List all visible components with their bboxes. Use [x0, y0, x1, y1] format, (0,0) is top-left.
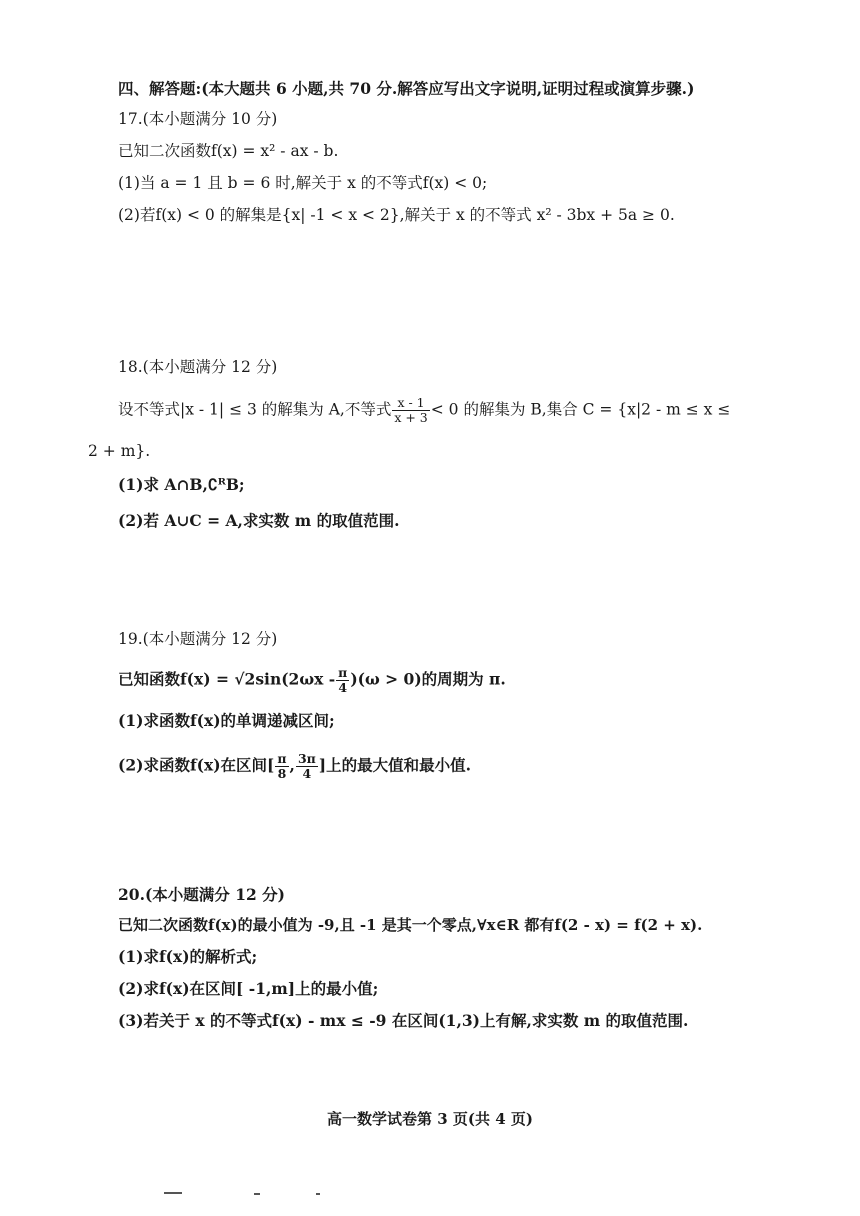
problem-20-part-2: (2)求f(x)在区间[ -1,m]上的最小值; — [118, 979, 379, 998]
problem-17-stem: 已知二次函数f(x) = x² - ax - b. — [118, 142, 339, 160]
problem-17-part-2: (2)若f(x) < 0 的解集是{x| -1 < x < 2},解关于 x 的不等式 x² - 3bx + 5a ≥ 0. — [118, 206, 675, 224]
problem-18-stem — [118, 396, 730, 425]
problem-18-stem-cont: 2 + m}. — [88, 442, 151, 460]
problem-18-stem-before: 设不等式|x - 1| ≤ 3 的解集为 A,不等式 — [118, 400, 392, 419]
problem-19-fraction-num: π — [338, 665, 348, 680]
problem-18-fraction-den: x + 3 — [394, 410, 428, 425]
problem-19-part-2-after: ]上的最大值和最小值. — [318, 755, 472, 775]
problem-19-interval-comma: , — [289, 755, 295, 775]
problem-18-stem-after: < 0 的解集为 B,集合 C = {x|2 - m ≤ x ≤ — [430, 400, 731, 419]
problem-17-title: 17.(本小题满分 10 分) — [118, 110, 278, 128]
section-heading: 四、解答题:(本大题共 6 小题,共 70 分.解答应写出文字说明,证明过程或演算步骤.) — [118, 79, 695, 98]
problem-19-interval-start-den: 8 — [277, 766, 287, 781]
problem-18-fraction — [392, 396, 429, 425]
scan-speck — [316, 1193, 320, 1195]
scan-speck — [254, 1193, 260, 1195]
problem-19-interval-end-den: 4 — [302, 766, 312, 781]
problem-19-interval-end-num: 3π — [297, 751, 316, 766]
problem-19-stem-before: 已知函数f(x) = √2sin(2ωx - — [118, 669, 336, 689]
problem-19-fraction-den: 4 — [338, 680, 348, 695]
problem-18-part-1: (1)求 A∩B,∁ᴿB; — [118, 475, 245, 494]
problem-20-stem: 已知二次函数f(x)的最小值为 -9,且 -1 是其一个零点,∀x∈R 都有f(2 - x) = f(2 + x). — [118, 916, 703, 934]
problem-18-part-2: (2)若 A∪C = A,求实数 m 的取值范围. — [118, 511, 400, 530]
problem-20-part-3: (3)若关于 x 的不等式f(x) - mx ≤ -9 在区间(1,3)上有解,求实数 m 的取值范围. — [118, 1011, 689, 1030]
problem-18-title: 18.(本小题满分 12 分) — [118, 358, 278, 376]
problem-19-title: 19.(本小题满分 12 分) — [118, 630, 278, 648]
problem-20-part-1: (1)求f(x)的解析式; — [118, 947, 258, 966]
problem-19-part-2 — [118, 752, 471, 781]
problem-19-stem-after: )(ω > 0)的周期为 π. — [350, 669, 506, 689]
page-footer: 高一数学试卷第 3 页(共 4 页) — [327, 1110, 533, 1128]
problem-19-stem — [118, 666, 506, 695]
problem-17-part-1: (1)当 a = 1 且 b = 6 时,解关于 x 的不等式f(x) < 0; — [118, 174, 488, 192]
scan-speck — [164, 1192, 182, 1194]
problem-19-interval-start — [275, 752, 288, 781]
problem-20-title: 20.(本小题满分 12 分) — [118, 885, 285, 904]
problem-19-interval-end — [296, 752, 318, 781]
problem-19-part-2-before: (2)求函数f(x)在区间[ — [118, 755, 275, 775]
problem-19-fraction — [336, 666, 349, 695]
problem-18-fraction-num: x - 1 — [392, 396, 429, 411]
problem-19-interval-start-num: π — [277, 751, 287, 766]
problem-19-part-1: (1)求函数f(x)的单调递减区间; — [118, 711, 335, 730]
